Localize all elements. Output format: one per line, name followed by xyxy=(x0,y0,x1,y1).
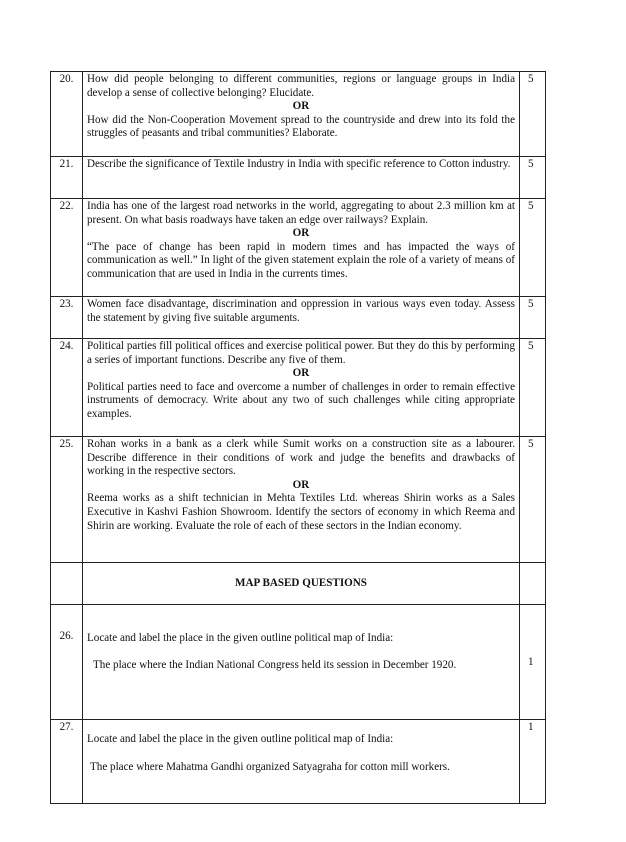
question-row xyxy=(51,157,546,199)
question-row xyxy=(51,199,546,297)
or-divider: OR xyxy=(292,478,310,491)
map-instruction: Locate and label the place in the given outline political map of India: xyxy=(87,632,394,644)
question-alternative: Reema works as a shift technician in Mehta Textiles Ltd. whereas Shirin works as a Sales Executive in Kashvi Fashion Showroom. Identify the sectors of economy in which Reema and Shirin are working. Evaluate the role of each of these sectors in the Indian economy. xyxy=(87,492,515,532)
map-instruction: Locate and label the place in the given outline political map of India: xyxy=(87,733,394,745)
question-marks: 1 xyxy=(520,720,546,804)
question-number: 20. xyxy=(51,72,83,157)
question-alternative: How did the Non-Cooperation Movement spread to the countryside and drew into its fold the struggles of peasants and tribal communities? Elaborate. xyxy=(87,113,515,140)
question-marks: 5 xyxy=(520,199,546,297)
question-body: Describe the significance of Textile Industry in India with specific reference to Cotton industry. xyxy=(87,158,511,170)
question-body: India has one of the largest road networks in the world, aggregating to about 2.3 million km at present. On what basis roadways have taken an edge over railways? Explain. xyxy=(87,200,515,226)
question-number: 23. xyxy=(51,297,83,339)
map-detail: The place where the Indian National Congress held its session in December 1920. xyxy=(93,658,457,671)
question-number: 22. xyxy=(51,199,83,297)
question-body: Women face disadvantage, discrimination and oppression in various ways even today. Assess the statement by giving five suitable arguments. xyxy=(87,298,515,324)
question-alternative: “The pace of change has been rapid in modern times and has impacted the ways of communication as well.” In light of the given statement explain the role of a variety of means of communication that are used in India in the currents times. xyxy=(87,240,515,280)
map-question-row xyxy=(51,720,546,804)
question-marks: 1 xyxy=(520,605,546,720)
question-text xyxy=(83,720,520,804)
or-divider: OR xyxy=(292,367,310,380)
map-detail: The place where Mahatma Gandhi organized Satyagraha for cotton mill workers. xyxy=(90,760,450,773)
question-body: Rohan works in a bank as a clerk while Sumit works on a construction site as a labourer. Describe difference in their conditions of work and judge the benefits and drawbacks of working in the respective sectors. xyxy=(87,438,515,478)
question-alternative: Political parties need to face and overcome a number of challenges in order to remain effective instruments of democracy. Write about any two of such challenges while citing appropriate examples. xyxy=(87,380,515,420)
question-marks: 5 xyxy=(520,157,546,199)
question-row xyxy=(51,437,546,563)
question-number: 21. xyxy=(51,157,83,199)
question-text xyxy=(83,199,520,297)
question-row xyxy=(51,72,546,157)
question-number: 26. xyxy=(51,605,83,720)
empty-cell xyxy=(51,563,83,605)
question-marks: 5 xyxy=(520,339,546,437)
question-number: 27. xyxy=(51,720,83,804)
or-divider: OR xyxy=(292,227,310,240)
map-section-heading: MAP BASED QUESTIONS xyxy=(83,563,520,605)
question-number: 24. xyxy=(51,339,83,437)
question-text xyxy=(83,339,520,437)
question-row xyxy=(51,339,546,437)
question-table xyxy=(50,71,546,804)
empty-cell xyxy=(520,563,546,605)
map-section-header-row xyxy=(51,563,546,605)
question-body: Political parties fill political offices and exercise political power. But they do this by performing a series of important functions. Describe any five of them. xyxy=(87,340,515,366)
question-number: 25. xyxy=(51,437,83,563)
map-question-row xyxy=(51,605,546,720)
question-text xyxy=(83,437,520,563)
question-marks: 5 xyxy=(520,297,546,339)
question-body: How did people belonging to different communities, regions or language groups in India develop a sense of collective belonging? Elucidate. xyxy=(87,73,515,99)
question-marks: 5 xyxy=(520,437,546,563)
question-text xyxy=(83,72,520,157)
question-marks: 5 xyxy=(520,72,546,157)
or-divider: OR xyxy=(292,100,310,113)
question-text xyxy=(83,157,520,199)
question-text xyxy=(83,605,520,720)
question-text xyxy=(83,297,520,339)
question-row xyxy=(51,297,546,339)
